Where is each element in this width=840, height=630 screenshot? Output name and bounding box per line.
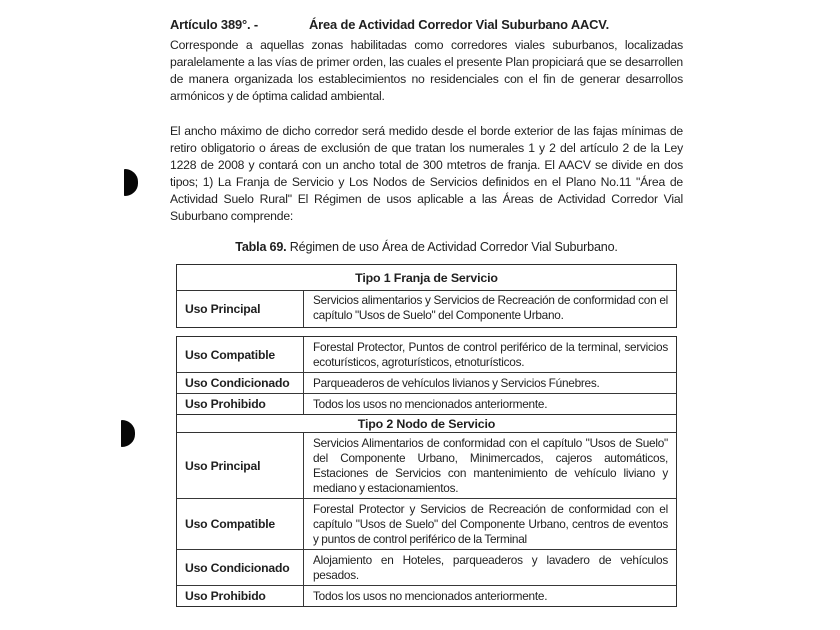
article-heading: [170, 16, 683, 34]
table-row: [177, 499, 676, 550]
table-tipo1-segment-bottom: [176, 336, 677, 415]
table-tipo2-header: Tipo 2 Nodo de Servicio: [177, 415, 676, 433]
article-number: Artículo 389°. -: [170, 17, 258, 32]
row-value: Parqueaderos de vehículos livianos y Servicios Fúnebres.: [313, 375, 600, 390]
row-value: Forestal Protector, Puntos de control periférico de la terminal, servicios ecoturísticos, agroturísticos, etnoturísticos.: [313, 339, 668, 369]
table-row: [177, 337, 676, 373]
row-label: Uso Condicionado: [177, 373, 304, 393]
table-tipo2-segment: [176, 414, 677, 607]
row-value: Todos los usos no mencionados anteriormente.: [313, 396, 548, 411]
row-label: Uso Prohibido: [177, 394, 304, 414]
row-label: Uso Compatible: [177, 499, 304, 549]
table-caption-text: Régimen de uso Área de Actividad Corredor Vial Suburbano.: [286, 240, 618, 254]
table-row: [177, 394, 676, 414]
row-value: Alojamiento en Hoteles, parqueaderos y lavadero de vehículos pesados.: [313, 552, 668, 582]
table-caption: [170, 240, 683, 254]
table-row: [177, 433, 676, 499]
row-value: Todos los usos no mencionados anteriormente.: [313, 588, 548, 603]
scan-artifact-mark-bottom: [121, 420, 135, 447]
document-body: [170, 16, 683, 254]
row-label: Uso Compatible: [177, 337, 304, 372]
row-label: Uso Principal: [177, 291, 304, 327]
article-title: Área de Actividad Corredor Vial Suburbano AACV.: [309, 17, 610, 32]
table-caption-number: Tabla 69.: [235, 240, 287, 254]
row-label: Uso Prohibido: [177, 586, 304, 606]
scan-artifact-mark-top: [124, 169, 138, 196]
row-label: Uso Condicionado: [177, 550, 304, 585]
paragraph-1: Corresponde a aquellas zonas habilitadas como corredores viales suburbanos, localizadas paralelamente a las vías de primer orden, las cuales el presente Plan propiciará que se desarrollen de manera organizada los establecimientos no residenciales con el fin de generar desarrollos armónicos y de óptima calidad ambiental.: [170, 38, 683, 103]
table-tipo1-segment-top: [176, 264, 677, 328]
table-row: [177, 586, 676, 606]
table-tipo1-header: Tipo 1 Franja de Servicio: [177, 265, 676, 291]
row-value: Forestal Protector y Servicios de Recreación de conformidad con el capítulo "Usos de Suelo" del Componente Urbano, centros de eventos y puntos de control periférico de la Terminal: [313, 501, 668, 546]
table-row: [177, 291, 676, 327]
table-row: [177, 550, 676, 586]
row-value: Servicios alimentarios y Servicios de Recreación de conformidad con el capítulo "Usos de Suelo" del Componente Urbano.: [313, 293, 668, 322]
row-value: Servicios Alimentarios de conformidad con el capítulo "Usos de Suelo" del Componente Urbano, Minimercados, cajeros automáticos, Estaciones de Servicios con mantenimiento de vehículo liviano y mediano y estacionamientos.: [313, 435, 668, 495]
table-row: [177, 373, 676, 394]
row-label: Uso Principal: [177, 433, 304, 498]
paragraph-2: El ancho máximo de dicho corredor será medido desde el borde exterior de las fajas mínimas de retiro obligatorio o áreas de exclusión de que tratan los numerales 1 y 2 del artículo 2 de la Ley 1228 de 2008 y contará con un ancho total de 300 mtetros de franja. El AACV se divide en dos tipos; 1) La Franja de Servicio y Los Nodos de Servicios definidos en el Plano No.11 "Área de Actividad Suelo Rural" El Régimen de usos aplicable a las Áreas de Actividad Corredor Vial Suburbano comprende:: [170, 124, 683, 223]
